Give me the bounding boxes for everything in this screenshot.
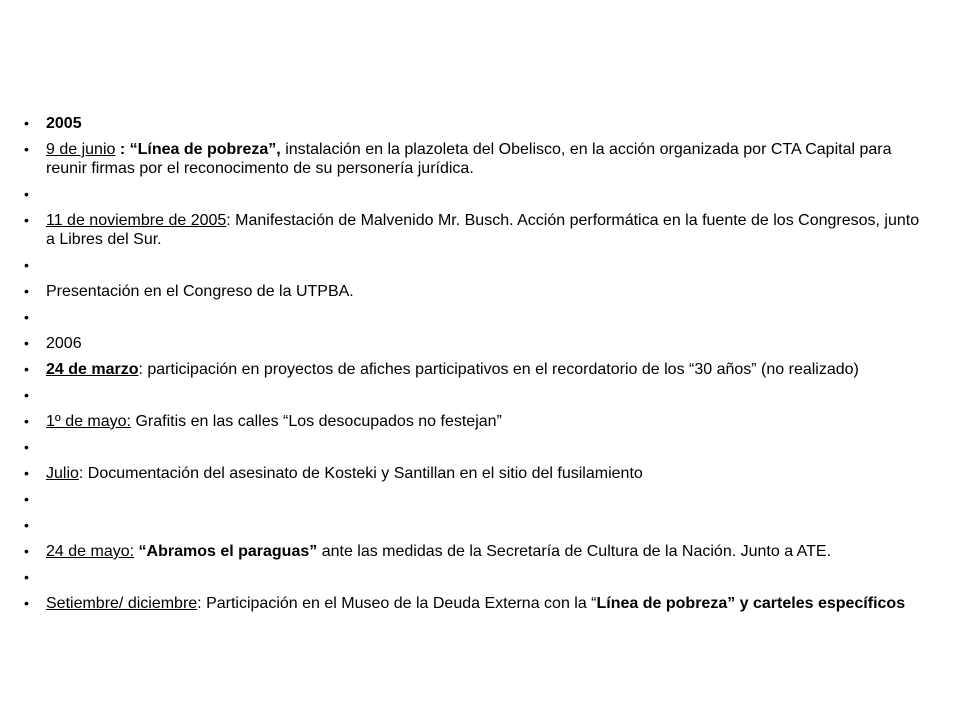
bullet-icon: • (24, 335, 29, 351)
list-item (24, 360, 924, 379)
bullet-icon: • (24, 186, 29, 202)
bullet-icon: • (24, 491, 29, 507)
item-text: ante las medidas de la Secretaría de Cultura de la Nación. Junto a ATE. (317, 543, 832, 560)
bullet-icon: • (24, 361, 29, 377)
list-item (24, 140, 924, 178)
bullet-icon: • (24, 283, 29, 299)
list-item (24, 282, 924, 301)
item-date: 1º de mayo: (46, 413, 131, 430)
item-text: instalación en la plazoleta del Obelisco, en la acción organizada por CTA Capital para reunir firmas por el reconocimento de su personería jurídica. (46, 141, 892, 177)
bullet-icon: • (24, 517, 29, 533)
item-date: Julio (46, 465, 79, 482)
item-date: 24 de mayo: (46, 543, 135, 560)
bullet-icon: • (24, 257, 29, 273)
item-bold-text: “Línea de pobreza”, (129, 141, 281, 158)
bullet-icon: • (24, 212, 29, 228)
list-item (24, 114, 924, 133)
bullet-list (24, 114, 924, 620)
list-item (24, 412, 924, 431)
bullet-icon: • (24, 387, 29, 403)
item-bold-text: “Abramos el paraguas” (138, 543, 318, 560)
item-text: : Manifestación de Malvenido Mr. Busch. Acción performática en la fuente de los Congresos, junto a Libres del Sur. (46, 212, 920, 248)
list-item-empty (24, 438, 924, 457)
list-item-empty (24, 256, 924, 275)
list-item (24, 211, 924, 249)
list-item (24, 594, 924, 613)
bullet-icon: • (24, 413, 29, 429)
list-item (24, 334, 924, 353)
item-text: : participación en proyectos de afiches participativos en el recordatorio de los “30 años” (no realizado) (138, 361, 859, 378)
year-heading: 2006 (46, 335, 82, 352)
item-separator: : (115, 141, 130, 158)
bullet-icon: • (24, 569, 29, 585)
list-item-empty (24, 185, 924, 204)
item-date: 9 de junio (46, 141, 116, 158)
year-heading: 2005 (46, 115, 82, 132)
item-date: 24 de marzo (46, 361, 139, 378)
item-text: Presentación en el Congreso de la UTPBA. (46, 283, 354, 300)
list-item-empty (24, 386, 924, 405)
item-date: 11 de noviembre de 2005 (46, 212, 227, 229)
list-item-empty (24, 568, 924, 587)
bullet-icon: • (24, 465, 29, 481)
bullet-icon: • (24, 595, 29, 611)
list-item-empty (24, 490, 924, 509)
list-item-empty (24, 516, 924, 535)
item-text: : Participación en el Museo de la Deuda Externa con la “ (197, 595, 597, 612)
list-item-empty (24, 308, 924, 327)
item-bold-text: Línea de pobreza” y carteles específicos (596, 595, 906, 612)
item-date: Setiembre/ diciembre (46, 595, 198, 612)
item-text: Grafitis en las calles “Los desocupados no festejan” (131, 413, 502, 430)
list-item (24, 464, 924, 483)
bullet-icon: • (24, 439, 29, 455)
item-text: : Documentación del asesinato de Kosteki y Santillan en el sitio del fusilamiento (78, 465, 643, 482)
bullet-icon: • (24, 543, 29, 559)
bullet-icon: • (24, 309, 29, 325)
list-item (24, 542, 924, 561)
bullet-icon: • (24, 115, 29, 131)
bullet-icon: • (24, 141, 29, 157)
